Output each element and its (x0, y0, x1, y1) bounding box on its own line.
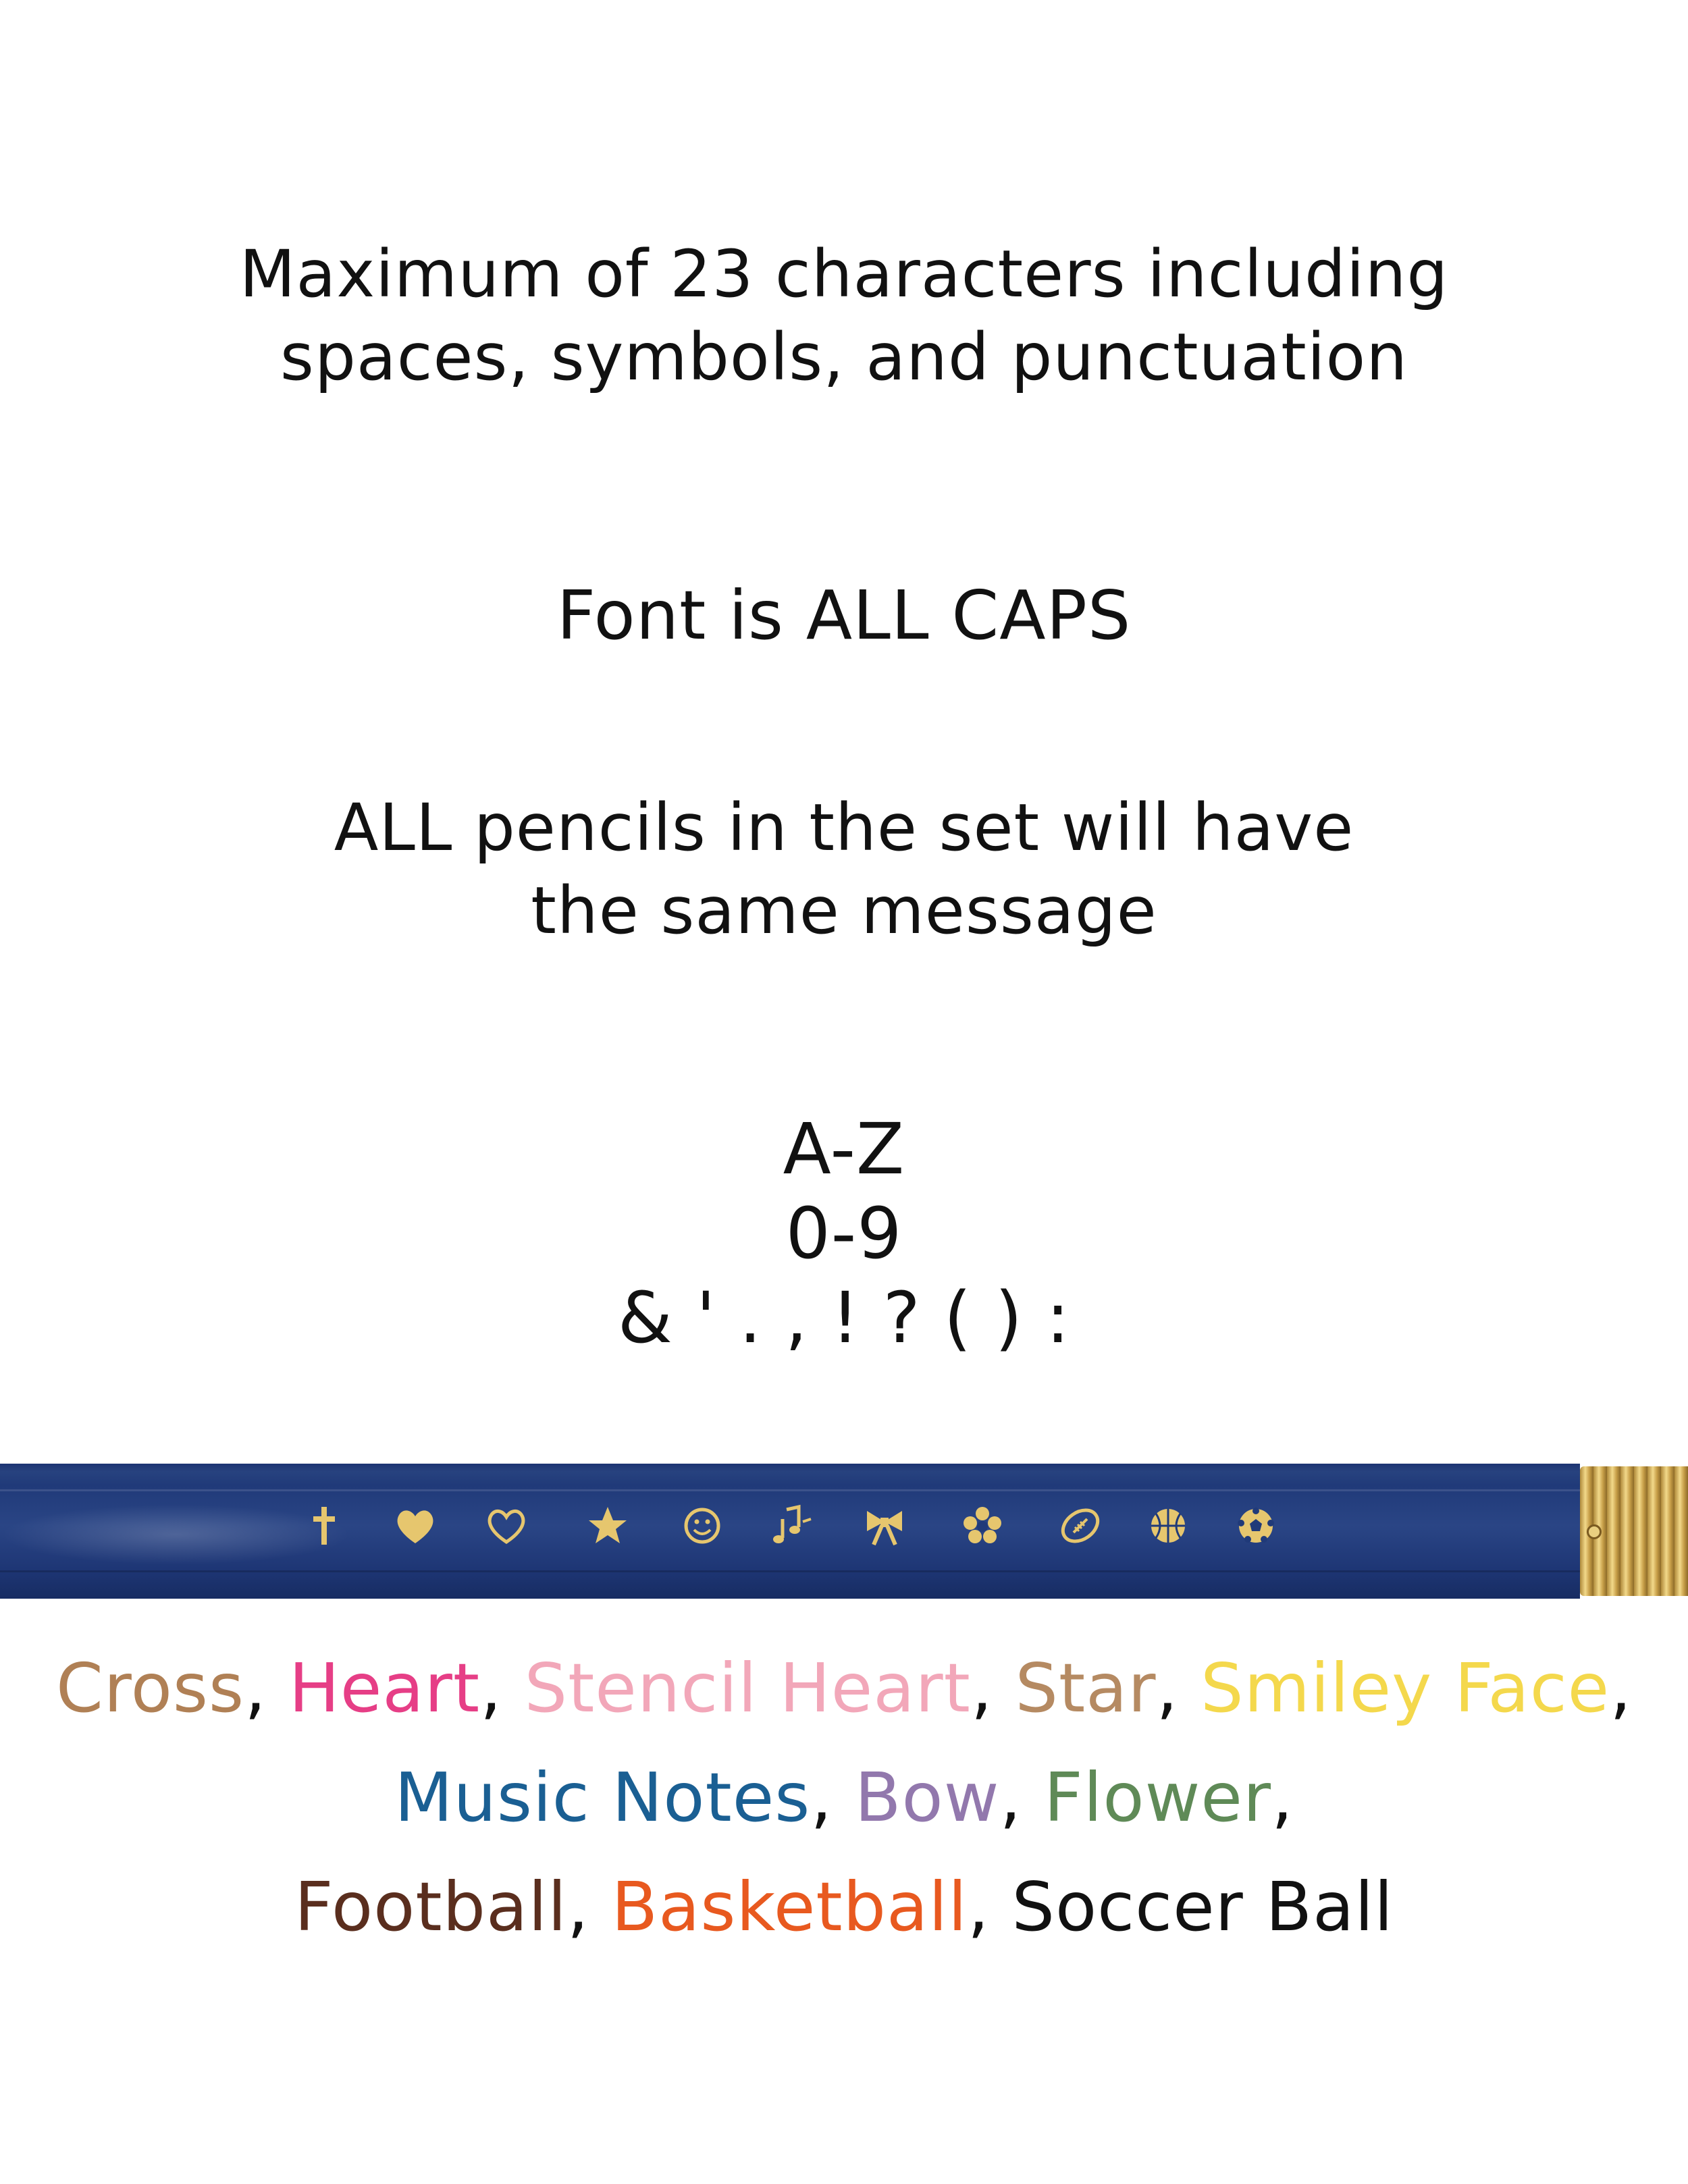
symbol-name-music-notes: Music Notes (394, 1758, 811, 1837)
symbol-list-line-1 (0, 1634, 1688, 1743)
symbol-name-soccer-ball: Soccer Ball (1011, 1867, 1394, 1946)
soccer-ball-icon (1232, 1501, 1280, 1550)
character-limit-line-2: spaces, symbols, and punctuation (280, 319, 1408, 395)
flower-icon (958, 1501, 1007, 1550)
symbol-name-heart: Heart (288, 1649, 481, 1728)
allowed-letters: A-Z (783, 1108, 905, 1190)
symbol-name-basketball: Basketball (611, 1867, 968, 1946)
character-limit-line-1: Maximum of 23 characters including (239, 236, 1449, 312)
symbol-list-line-3 (0, 1853, 1688, 1962)
allowed-punctuation: & ' . , ! ? ( ) : (617, 1276, 1071, 1359)
separator: , (970, 1649, 993, 1728)
separator: , (810, 1758, 833, 1837)
separator: , (566, 1867, 589, 1946)
symbol-name-cross: Cross (55, 1649, 245, 1728)
pencil-symbols (0, 1464, 1580, 1599)
stencil-heart-icon (482, 1501, 531, 1550)
separator: , (1610, 1649, 1633, 1728)
symbol-name-bow: Bow (854, 1758, 1000, 1837)
symbol-options-list (0, 1634, 1688, 1962)
symbol-list-line-2 (0, 1743, 1688, 1853)
smiley-face-icon (678, 1501, 727, 1550)
symbol-name-football: Football (294, 1867, 567, 1946)
football-icon (1056, 1501, 1105, 1550)
same-message-line-2: the same message (531, 872, 1157, 949)
symbol-name-star: Star (1015, 1649, 1157, 1728)
music-notes-icon (769, 1501, 818, 1550)
separator: , (1271, 1758, 1294, 1837)
allowed-characters (0, 1107, 1688, 1360)
allowed-digits: 0-9 (785, 1192, 903, 1275)
font-note: Font is ALL CAPS (556, 576, 1132, 655)
separator: , (999, 1758, 1022, 1837)
bow-icon (860, 1501, 909, 1550)
symbol-name-smiley-face: Smiley Face (1201, 1649, 1610, 1728)
same-message-line-1: ALL pencils in the set will have (334, 790, 1354, 865)
separator: , (244, 1649, 267, 1728)
star-icon (583, 1501, 632, 1550)
separator: , (967, 1867, 990, 1946)
separator: , (480, 1649, 502, 1728)
separator: , (1156, 1649, 1179, 1728)
ferrule-rivet (1587, 1524, 1602, 1539)
character-limit-note (0, 233, 1688, 399)
basketball-icon (1144, 1501, 1192, 1550)
same-message-note (0, 787, 1688, 953)
cross-icon (300, 1501, 348, 1550)
pencil-photo (0, 1464, 1688, 1599)
symbol-name-flower: Flower (1044, 1758, 1272, 1837)
heart-icon (391, 1501, 440, 1550)
symbol-name-stencil-heart: Stencil Heart (524, 1649, 971, 1728)
